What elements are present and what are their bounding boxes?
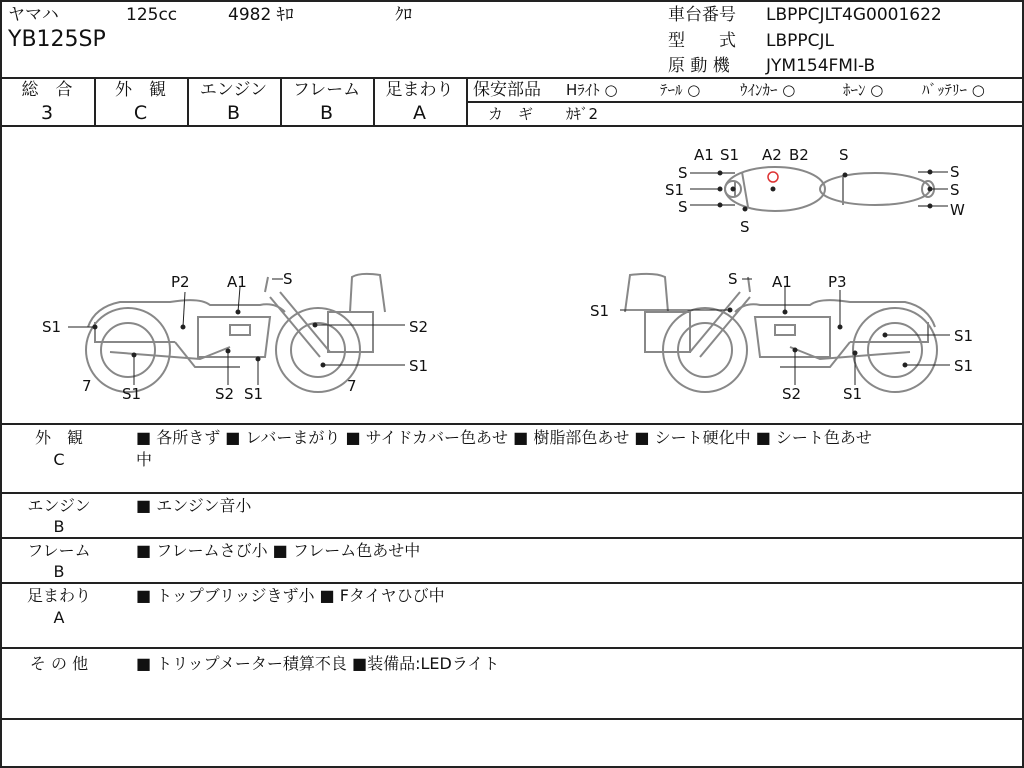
label-top-s-right1: S bbox=[950, 163, 960, 181]
color: ｸﾛ bbox=[395, 5, 412, 25]
divider bbox=[0, 647, 1024, 649]
label-top-s-bottom: S bbox=[740, 218, 750, 236]
label-left-s1-exhaust: S1 bbox=[122, 385, 142, 403]
divider bbox=[0, 77, 1024, 79]
label-left-s1-rear: S1 bbox=[42, 318, 62, 336]
bike-right-view bbox=[625, 274, 937, 392]
label-top-w: W bbox=[950, 201, 965, 219]
note-grade-frame: B bbox=[53, 562, 65, 581]
label-left-p2: P2 bbox=[171, 273, 190, 291]
label-left-s2-engine: S2 bbox=[215, 385, 235, 403]
type-label: 型 式 bbox=[668, 31, 736, 51]
safety-label: 保安部品 bbox=[473, 80, 541, 100]
grade-label-frame: フレーム bbox=[292, 80, 361, 100]
label-left-s1-engine: S1 bbox=[244, 385, 264, 403]
key-value: ｶｷﾞ2 bbox=[566, 105, 599, 123]
note-label-frame: フレーム bbox=[27, 541, 91, 560]
label-top-a1: A1 bbox=[694, 146, 714, 164]
note-label-suspension: 足まわり bbox=[26, 586, 91, 605]
note-text-suspension: ■ トップブリッジきず小 ■ Fタイヤひび中 bbox=[136, 586, 445, 605]
note-text-engine: ■ エンジン音小 bbox=[136, 496, 252, 515]
displacement: 125cc bbox=[126, 5, 178, 25]
safety-battery: ﾊﾞｯﾃﾘｰ ○ bbox=[922, 81, 985, 99]
divider bbox=[466, 101, 1022, 103]
note-label-engine: エンジン bbox=[27, 496, 91, 515]
note-grade-exterior: C bbox=[53, 450, 65, 469]
frame-no: LBPPCJLT4G0001622 bbox=[766, 5, 942, 25]
label-top-s-tank: S bbox=[839, 146, 849, 164]
grade-label-total: 総 合 bbox=[21, 80, 73, 100]
engine-label: 原 動 機 bbox=[668, 56, 730, 76]
label-right-a1: A1 bbox=[772, 273, 792, 291]
grade-engine: B bbox=[226, 102, 241, 124]
label-right-s1-engine: S1 bbox=[843, 385, 863, 403]
divider bbox=[0, 718, 1024, 720]
grade-label-engine: エンジン bbox=[199, 80, 268, 100]
label-right-s2-engine: S2 bbox=[782, 385, 802, 403]
label-right-p3: P3 bbox=[828, 273, 847, 291]
grade-exterior: C bbox=[133, 102, 148, 124]
safety-tail: ﾃｰﾙ ○ bbox=[660, 81, 701, 99]
maker: ヤマハ bbox=[8, 5, 59, 25]
label-right-s1-seat: S1 bbox=[954, 327, 974, 345]
divider bbox=[0, 492, 1024, 494]
note-label-other: そ の 他 bbox=[29, 654, 89, 673]
note-label-exterior: 外 観 bbox=[34, 428, 83, 447]
label-top-s-left1: S bbox=[678, 164, 688, 182]
mileage: 4982 ｷﾛ bbox=[228, 5, 294, 25]
note-text-exterior: ■ 各所きず ■ レバーまがり ■ サイドカバー色あせ ■ 樹脂部色あせ ■ シート硬化中 ■ シート色あせ bbox=[136, 428, 872, 447]
bike-left-view bbox=[86, 274, 385, 392]
bike-top-view bbox=[720, 167, 934, 211]
label-left-s: S bbox=[283, 270, 293, 288]
divider bbox=[0, 423, 1024, 425]
label-top-s1: S1 bbox=[720, 146, 740, 164]
damage-marker-circle bbox=[768, 172, 778, 182]
type-value: LBPPCJL bbox=[766, 31, 834, 51]
key-label: カ ギ bbox=[488, 105, 534, 123]
label-left-7-rear: 7 bbox=[82, 377, 92, 395]
label-left-s2-front: S2 bbox=[409, 318, 429, 336]
grade-label-suspension: 足まわり bbox=[385, 80, 454, 100]
label-top-a2: A2 bbox=[762, 146, 782, 164]
divider bbox=[0, 582, 1024, 584]
grade-label-exterior: 外 観 bbox=[115, 80, 166, 100]
label-top-s-left2: S bbox=[678, 198, 688, 216]
frame-no-label: 車台番号 bbox=[668, 5, 736, 25]
grade-suspension: A bbox=[413, 102, 426, 124]
note-grade-suspension: A bbox=[53, 608, 65, 627]
label-left-s1-wheel: S1 bbox=[409, 357, 429, 375]
note-text-frame: ■ フレームさび小 ■ フレーム色あせ中 bbox=[136, 541, 421, 560]
engine-value: JYM154FMI-B bbox=[766, 56, 876, 76]
label-right-s1-front: S1 bbox=[590, 302, 610, 320]
grade-total: 3 bbox=[40, 102, 54, 124]
safety-horn: ﾎｰﾝ ○ bbox=[843, 81, 884, 99]
label-right-s: S bbox=[728, 270, 738, 288]
label-top-b2: B2 bbox=[789, 146, 809, 164]
label-right-s1-wheel: S1 bbox=[954, 357, 974, 375]
divider bbox=[0, 537, 1024, 539]
model-name: YB125SP bbox=[8, 27, 106, 52]
label-left-7-front: 7 bbox=[347, 377, 357, 395]
label-top-s1-left: S1 bbox=[665, 181, 685, 199]
label-top-s-right2: S bbox=[950, 181, 960, 199]
note-grade-engine: B bbox=[53, 517, 65, 536]
safety-headlight: Hﾗｲﾄ ○ bbox=[566, 81, 618, 99]
safety-winker: ｳｲﾝｶｰ ○ bbox=[740, 81, 796, 99]
label-left-a1: A1 bbox=[227, 273, 247, 291]
note-text-exterior-cont: 中 bbox=[136, 450, 153, 469]
grade-frame: B bbox=[319, 102, 334, 124]
damage-diagram bbox=[0, 127, 1024, 423]
note-text-other: ■ トリップメーター積算不良 ■装備品:LEDライト bbox=[136, 654, 500, 673]
